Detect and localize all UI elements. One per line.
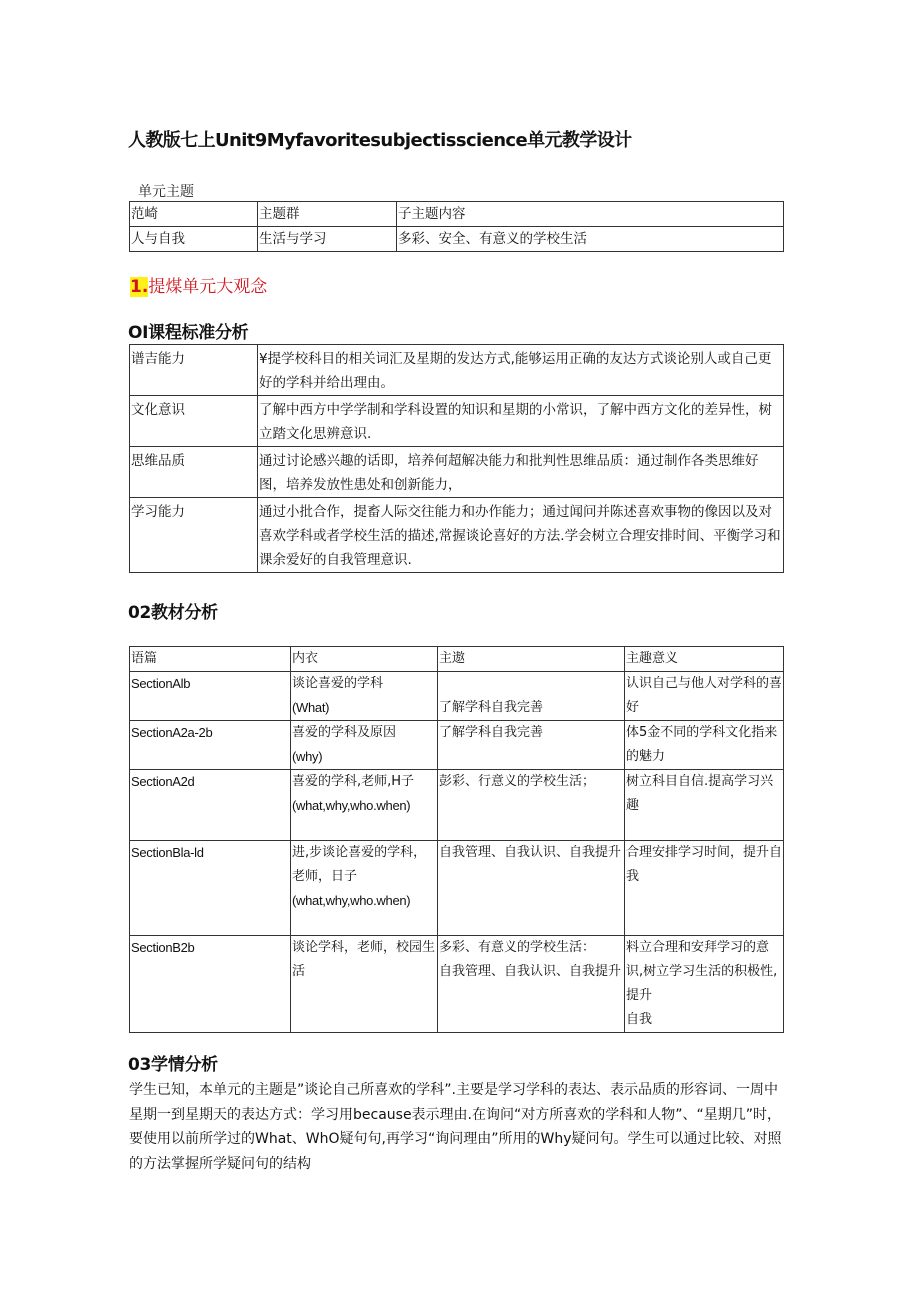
section-1-heading — [130, 272, 267, 297]
document-title: 人教版七上Unit9Myfavoritesubjectisscience单元教学设计 — [128, 130, 632, 151]
table-row — [130, 396, 784, 447]
table-row — [130, 202, 784, 227]
table-header-cell: 子主题内容 — [397, 202, 784, 227]
standard-text: 通过小批合作，提畜人际交往能力和办作能力；通过闻问并陈述喜欢事物的像因以及对喜欢学科或者学校生活的描述,常握谈论喜好的方法.学会树立合理安排时间、平衡学习和课余爱好的自我管理意识. — [258, 498, 784, 573]
standard-label: 文化意识 — [130, 396, 258, 447]
section-1-title: 提煤单元大观念 — [148, 277, 268, 297]
theme-line: 自我管理、自我认识、自我提升 — [439, 964, 622, 979]
standard-text: 了解中西方中学学制和学科设置的知识和星期的小常识，了解中西方文化的差异性，树立踏文化思辨意识. — [258, 396, 784, 447]
unit-theme-label: 单元主题 — [138, 184, 194, 200]
table-row — [130, 936, 784, 1033]
theme-cell: 彭彩、行意义的学校生活； — [438, 770, 625, 841]
theme-cell: 自我管理、自我认识、自我提升 — [438, 841, 625, 936]
table-header-cell: 内衣 — [291, 647, 438, 672]
meaning-cell: 合理安排学习时间，提升自我 — [625, 841, 784, 936]
table-cell: 生活与学习 — [258, 227, 397, 252]
standards-table — [129, 344, 784, 573]
table-cell: 人与自我 — [130, 227, 258, 252]
content-line: 喜爱的学科及原因 — [292, 725, 397, 740]
content-cell — [291, 936, 438, 1033]
theme-cell: 了解学科自我完善 — [438, 721, 625, 770]
table-row — [130, 647, 784, 672]
table-cell: 多彩、安全、有意义的学校生活 — [397, 227, 784, 252]
meaning-line: 自我 — [626, 1012, 653, 1027]
section-o1-heading: OI课程标准分析 — [128, 323, 249, 343]
table-header-cell: 主趣意义 — [625, 647, 784, 672]
content-line: (what,why,who.when) — [292, 893, 411, 908]
standard-text: 通过讨论感兴趣的话即，培养何超解决能力和批判性思维品质：通过制作各类思维好图，培养发放性患处和创新能力， — [258, 447, 784, 498]
section-cell: SectionBla-ld — [130, 841, 291, 936]
table-row — [130, 498, 784, 573]
content-cell — [291, 770, 438, 841]
content-line: (what,why,who.when) — [292, 798, 411, 813]
table-header-cell: 语篇 — [130, 647, 291, 672]
table-header-cell: 主遨 — [438, 647, 625, 672]
table-row — [130, 672, 784, 721]
meaning-line: 料立合理和安拜学习的意识,树立学习生活的积极性,提升 — [626, 940, 778, 1003]
content-cell — [291, 672, 438, 721]
table-header-cell: 范崎 — [130, 202, 258, 227]
section-cell: SectionB2b — [130, 936, 291, 1033]
table-row — [130, 227, 784, 252]
content-line: (What) — [292, 700, 330, 715]
standard-label: 思维品质 — [130, 447, 258, 498]
meaning-cell: 树立科目自信.提高学习兴趣 — [625, 770, 784, 841]
meaning-cell — [625, 936, 784, 1033]
content-cell — [291, 721, 438, 770]
table-row — [130, 447, 784, 498]
standard-label: 学习能力 — [130, 498, 258, 573]
table-header-cell: 主题群 — [258, 202, 397, 227]
content-line: 谈论喜爱的学科 — [292, 676, 384, 691]
content-line: 进,步谈论喜爱的学科，老师，日子 — [292, 845, 427, 884]
section-cell: SectionA2d — [130, 770, 291, 841]
theme-cell: 了解学科自我完善 — [438, 672, 625, 721]
meaning-cell: 认识自己与他人对学科的喜好 — [625, 672, 784, 721]
content-line: 喜爱的学科,老师,H子 — [292, 774, 415, 789]
theme-cell — [438, 936, 625, 1033]
content-line: 谈论学科，老师，校园生活 — [292, 940, 436, 979]
section-02-heading: 02教材分析 — [128, 603, 218, 623]
theme-table — [129, 201, 784, 252]
standard-label: 谱吉能力 — [130, 345, 258, 396]
section-cell: SectionAlb — [130, 672, 291, 721]
table-row — [130, 841, 784, 936]
analysis-paragraph: 学生已知，本单元的主题是”谈论自己所喜欢的学科”.主要是学习学科的表达、表示品质的形容词、一周中星期一到星期天的表达方式：学习用because表示理由.在询问“对方所喜欢的学科和人物”、“星期几”时，要使用以前所学过的What、WhO疑句句,再学习“询问理由”所用的Why疑问句。学生可以通过比较、对照的方法掌握所学疑问句的结构 — [129, 1082, 782, 1172]
section-03-heading: 03学情分析 — [128, 1055, 218, 1075]
table-row — [130, 770, 784, 841]
table-row — [130, 345, 784, 396]
section-1-number: 1. — [130, 277, 149, 297]
meaning-cell: 体5金不同的学科文化指来的魅力 — [625, 721, 784, 770]
content-line: (why) — [292, 749, 323, 764]
table-row — [130, 721, 784, 770]
standard-text: ¥提学校科目的相关词汇及星期的发达方式,能够运用正确的友达方式谈论别人或自己更好的学科并给出理由。 — [258, 345, 784, 396]
section-cell: SectionA2a-2b — [130, 721, 291, 770]
content-cell — [291, 841, 438, 936]
theme-line: 多彩、有意义的学校生活： — [439, 940, 596, 955]
textbook-table — [129, 646, 784, 1033]
